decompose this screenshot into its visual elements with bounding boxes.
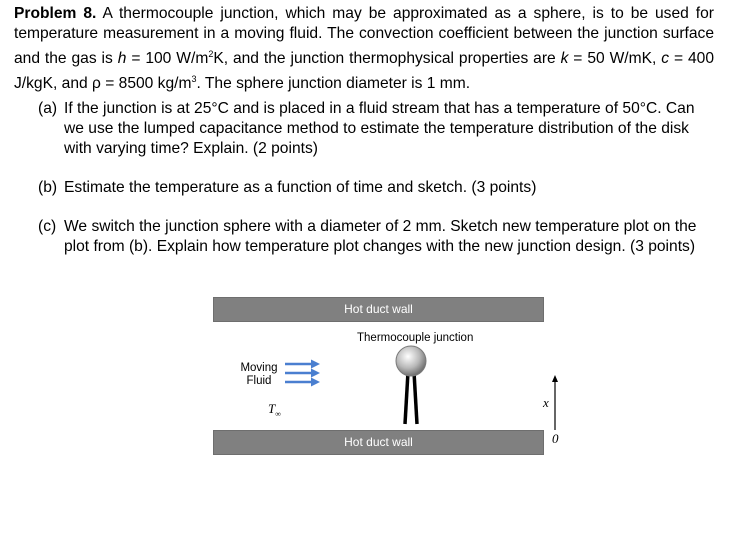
k-symbol: k (560, 50, 569, 68)
question-b-label: (b) (38, 179, 58, 196)
problem-label: Problem 8. (14, 5, 97, 22)
question-a-text: If the junction is at 25°C and is placed in a fluid stream that has a temperature of 50°C. Can we use the lumped capacitance method to estimate the temperature distribution of the disk with varying time? Explain. (2 points) (64, 100, 695, 157)
junction-label: Thermocouple junction (357, 332, 474, 344)
x-axis-label: x (543, 395, 549, 410)
statement-text-5: = 400 J/kgK, and ρ = 8500 kg/m (14, 50, 714, 93)
x-axis-arrow (552, 375, 558, 430)
statement-text-1: A thermocouple junction, which may be approximated as a sphere, is to be used for temperature measurement in a moving fluid. The convection coefficient between the junction surface and the gas is (14, 5, 714, 68)
flow-arrow-1 (285, 360, 320, 369)
flow-arrow-3 (285, 378, 320, 387)
flow-arrow-2 (285, 369, 320, 378)
question-b (38, 178, 714, 198)
junction-sphere (396, 346, 426, 376)
moving-fluid-label (238, 362, 280, 388)
origin-label: 0 (552, 431, 559, 446)
problem-statement (14, 4, 714, 94)
t-infinity-label (268, 401, 281, 419)
infinity-subscript: ∞ (275, 409, 281, 419)
exponent-2: 2 (208, 49, 214, 59)
question-a (38, 99, 714, 159)
t-symbol: T (268, 401, 276, 416)
top-duct-wall: Hot duct wall (213, 297, 544, 322)
thermocouple-leads (405, 372, 417, 424)
statement-text-3: K, and the junction thermophysical properties are (213, 50, 561, 68)
question-c-label: (c) (38, 218, 57, 235)
question-b-text: Estimate the temperature as a function of time and sketch. (3 points) (64, 179, 537, 196)
flow-arrows (285, 360, 320, 387)
fluid-line-2: Fluid (246, 375, 272, 387)
question-c-text: We switch the junction sphere with a diameter of 2 mm. Sketch new temperature plot on the plot from (b). Explain how temperature plot changes with the new junction design. (3 points) (64, 218, 697, 255)
statement-text-6: . The sphere junction diameter is 1 mm. (196, 75, 471, 93)
bottom-duct-wall: Hot duct wall (213, 430, 544, 455)
fluid-line-1: Moving (240, 362, 278, 374)
question-c (38, 217, 714, 257)
exponent-3: 3 (191, 74, 197, 85)
h-symbol: h (117, 50, 127, 68)
statement-text-4: = 50 W/mK, (568, 50, 662, 68)
statement-text-2: = 100 W/m (126, 50, 209, 68)
c-symbol: c (661, 50, 670, 68)
question-a-label: (a) (38, 100, 58, 117)
